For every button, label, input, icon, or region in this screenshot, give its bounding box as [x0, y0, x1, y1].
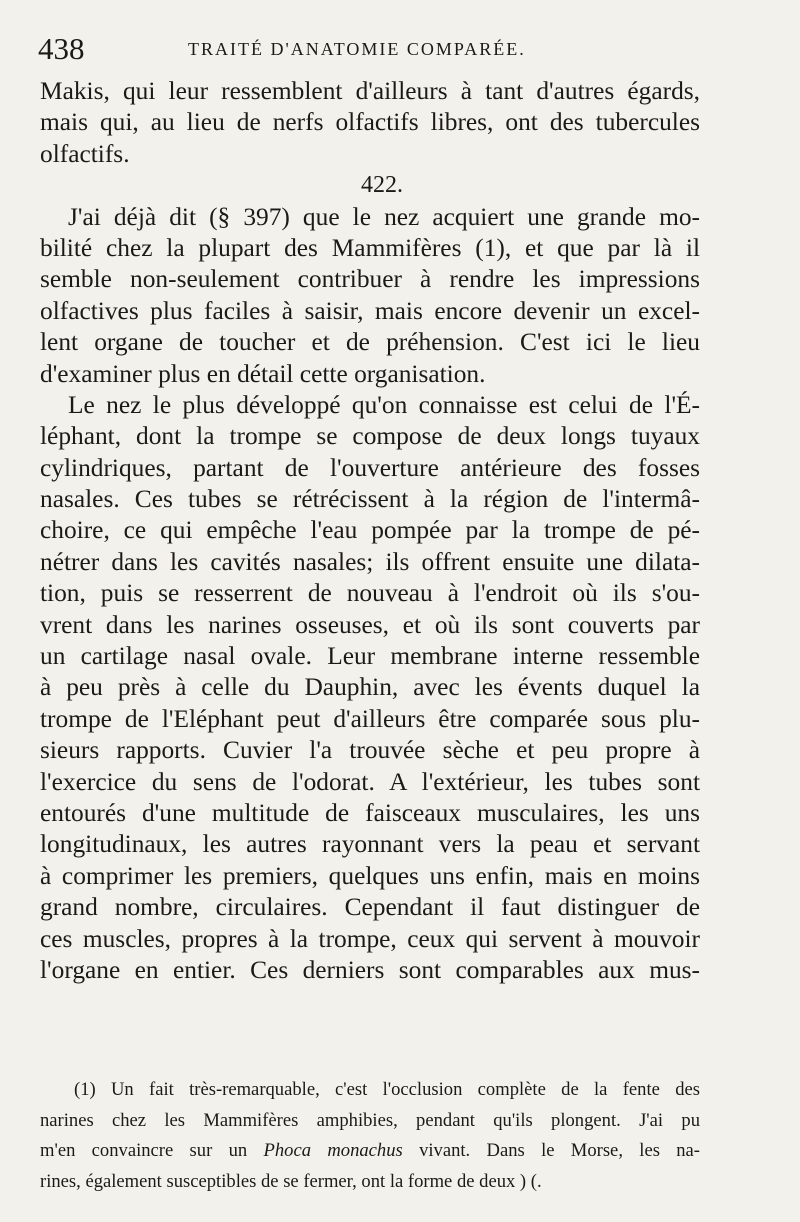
page-number: 438 [38, 31, 85, 66]
text-line: grand nombre, circulaires. Cependant il faut distinguer de [40, 893, 700, 922]
text-line: longitudinaux, les autres rayonnant vers la peau et servant [40, 830, 700, 859]
text-line: cylindriques, partant de l'ouverture antérieure des fosses [40, 453, 700, 482]
text-line: l'organe en entier. Ces derniers sont comparables aux mus- [40, 955, 700, 984]
text-line: à peu près à celle du Dauphin, avec les évents duquel la [40, 673, 700, 702]
text-line: tion, puis se resserrent de nouveau à l'endroit où ils s'ou- [40, 579, 700, 608]
text-line: trompe de l'Eléphant peut d'ailleurs être comparée sous plu- [40, 704, 700, 733]
text-line: Makis, qui leur ressemblent d'ailleurs à tant d'autres égards, [40, 77, 700, 105]
text-line: semble non-seulement contribuer à rendre les impressions [40, 265, 700, 294]
text-line: vrent dans les narines osseuses, et où ils sont couverts par [40, 610, 700, 639]
species-name: Phoca monachus [263, 1140, 403, 1161]
footnote-line [40, 1136, 700, 1167]
footnote-text: m'en convaincre sur un [40, 1140, 264, 1161]
footnote-line: (1) Un fait très-remarquable, c'est l'occlusion complète de la fente des [74, 1079, 700, 1100]
text-line: nasales. Ces tubes se rétrécissent à la région de l'intermâ- [40, 485, 700, 514]
text-line: léphant, dont la trompe se compose de deux longs tuyaux [40, 422, 700, 451]
footnote-line: narines chez les Mammifères amphibies, pendant qu'ils plongent. J'ai pu [40, 1109, 700, 1131]
text-line: un cartilage nasal ovale. Leur membrane interne ressemble [40, 642, 700, 671]
text-line: d'examiner plus en détail cette organisation. [40, 359, 486, 388]
text-line: choire, ce qui empêche l'eau pompée par la trompe de pé- [40, 516, 700, 545]
section-number: 422. [361, 172, 403, 199]
text-line: entourés d'une multitude de faisceaux musculaires, les uns [40, 798, 700, 827]
footnote [40, 1075, 700, 1197]
text-line: sieurs rapports. Cuvier l'a trouvée sèche et peu propre à [40, 736, 700, 765]
text-line: à comprimer les premiers, quelques uns enfin, mais en moins [40, 861, 700, 890]
main-text [40, 76, 700, 986]
text-line: J'ai déjà dit (§ 397) que le nez acquiert une grande mo- [68, 202, 700, 231]
page-header [38, 32, 688, 66]
text-line: lent organe de toucher et de préhension. C'est ici le lieu [40, 328, 700, 357]
text-line: Le nez le plus développé qu'on connaisse est celui de l'É- [68, 390, 700, 419]
footnote-text: vivant. Dans le Morse, les na- [402, 1140, 700, 1161]
footnote-line: rines, également susceptibles de se fermer, ont la forme de deux ) (. [40, 1170, 542, 1192]
text-line: olfactives plus faciles à saisir, mais encore devenir un excel- [40, 296, 700, 325]
text-line: l'exercice du sens de l'odorat. A l'extérieur, les tubes sont [40, 767, 700, 796]
text-line: bilité chez la plupart des Mammifères (1), et que par là il [40, 233, 700, 262]
text-line: mais qui, au lieu de nerfs olfactifs libres, ont des tubercules [40, 108, 700, 137]
text-line: olfactifs. [40, 139, 130, 168]
text-line: nétrer dans les cavités nasales; ils offrent ensuite une dilata- [40, 547, 700, 576]
text-line: ces muscles, propres à la trompe, ceux qui servent à mouvoir [40, 924, 700, 953]
running-title: TRAITÉ D'ANATOMIE COMPARÉE. [188, 39, 526, 59]
